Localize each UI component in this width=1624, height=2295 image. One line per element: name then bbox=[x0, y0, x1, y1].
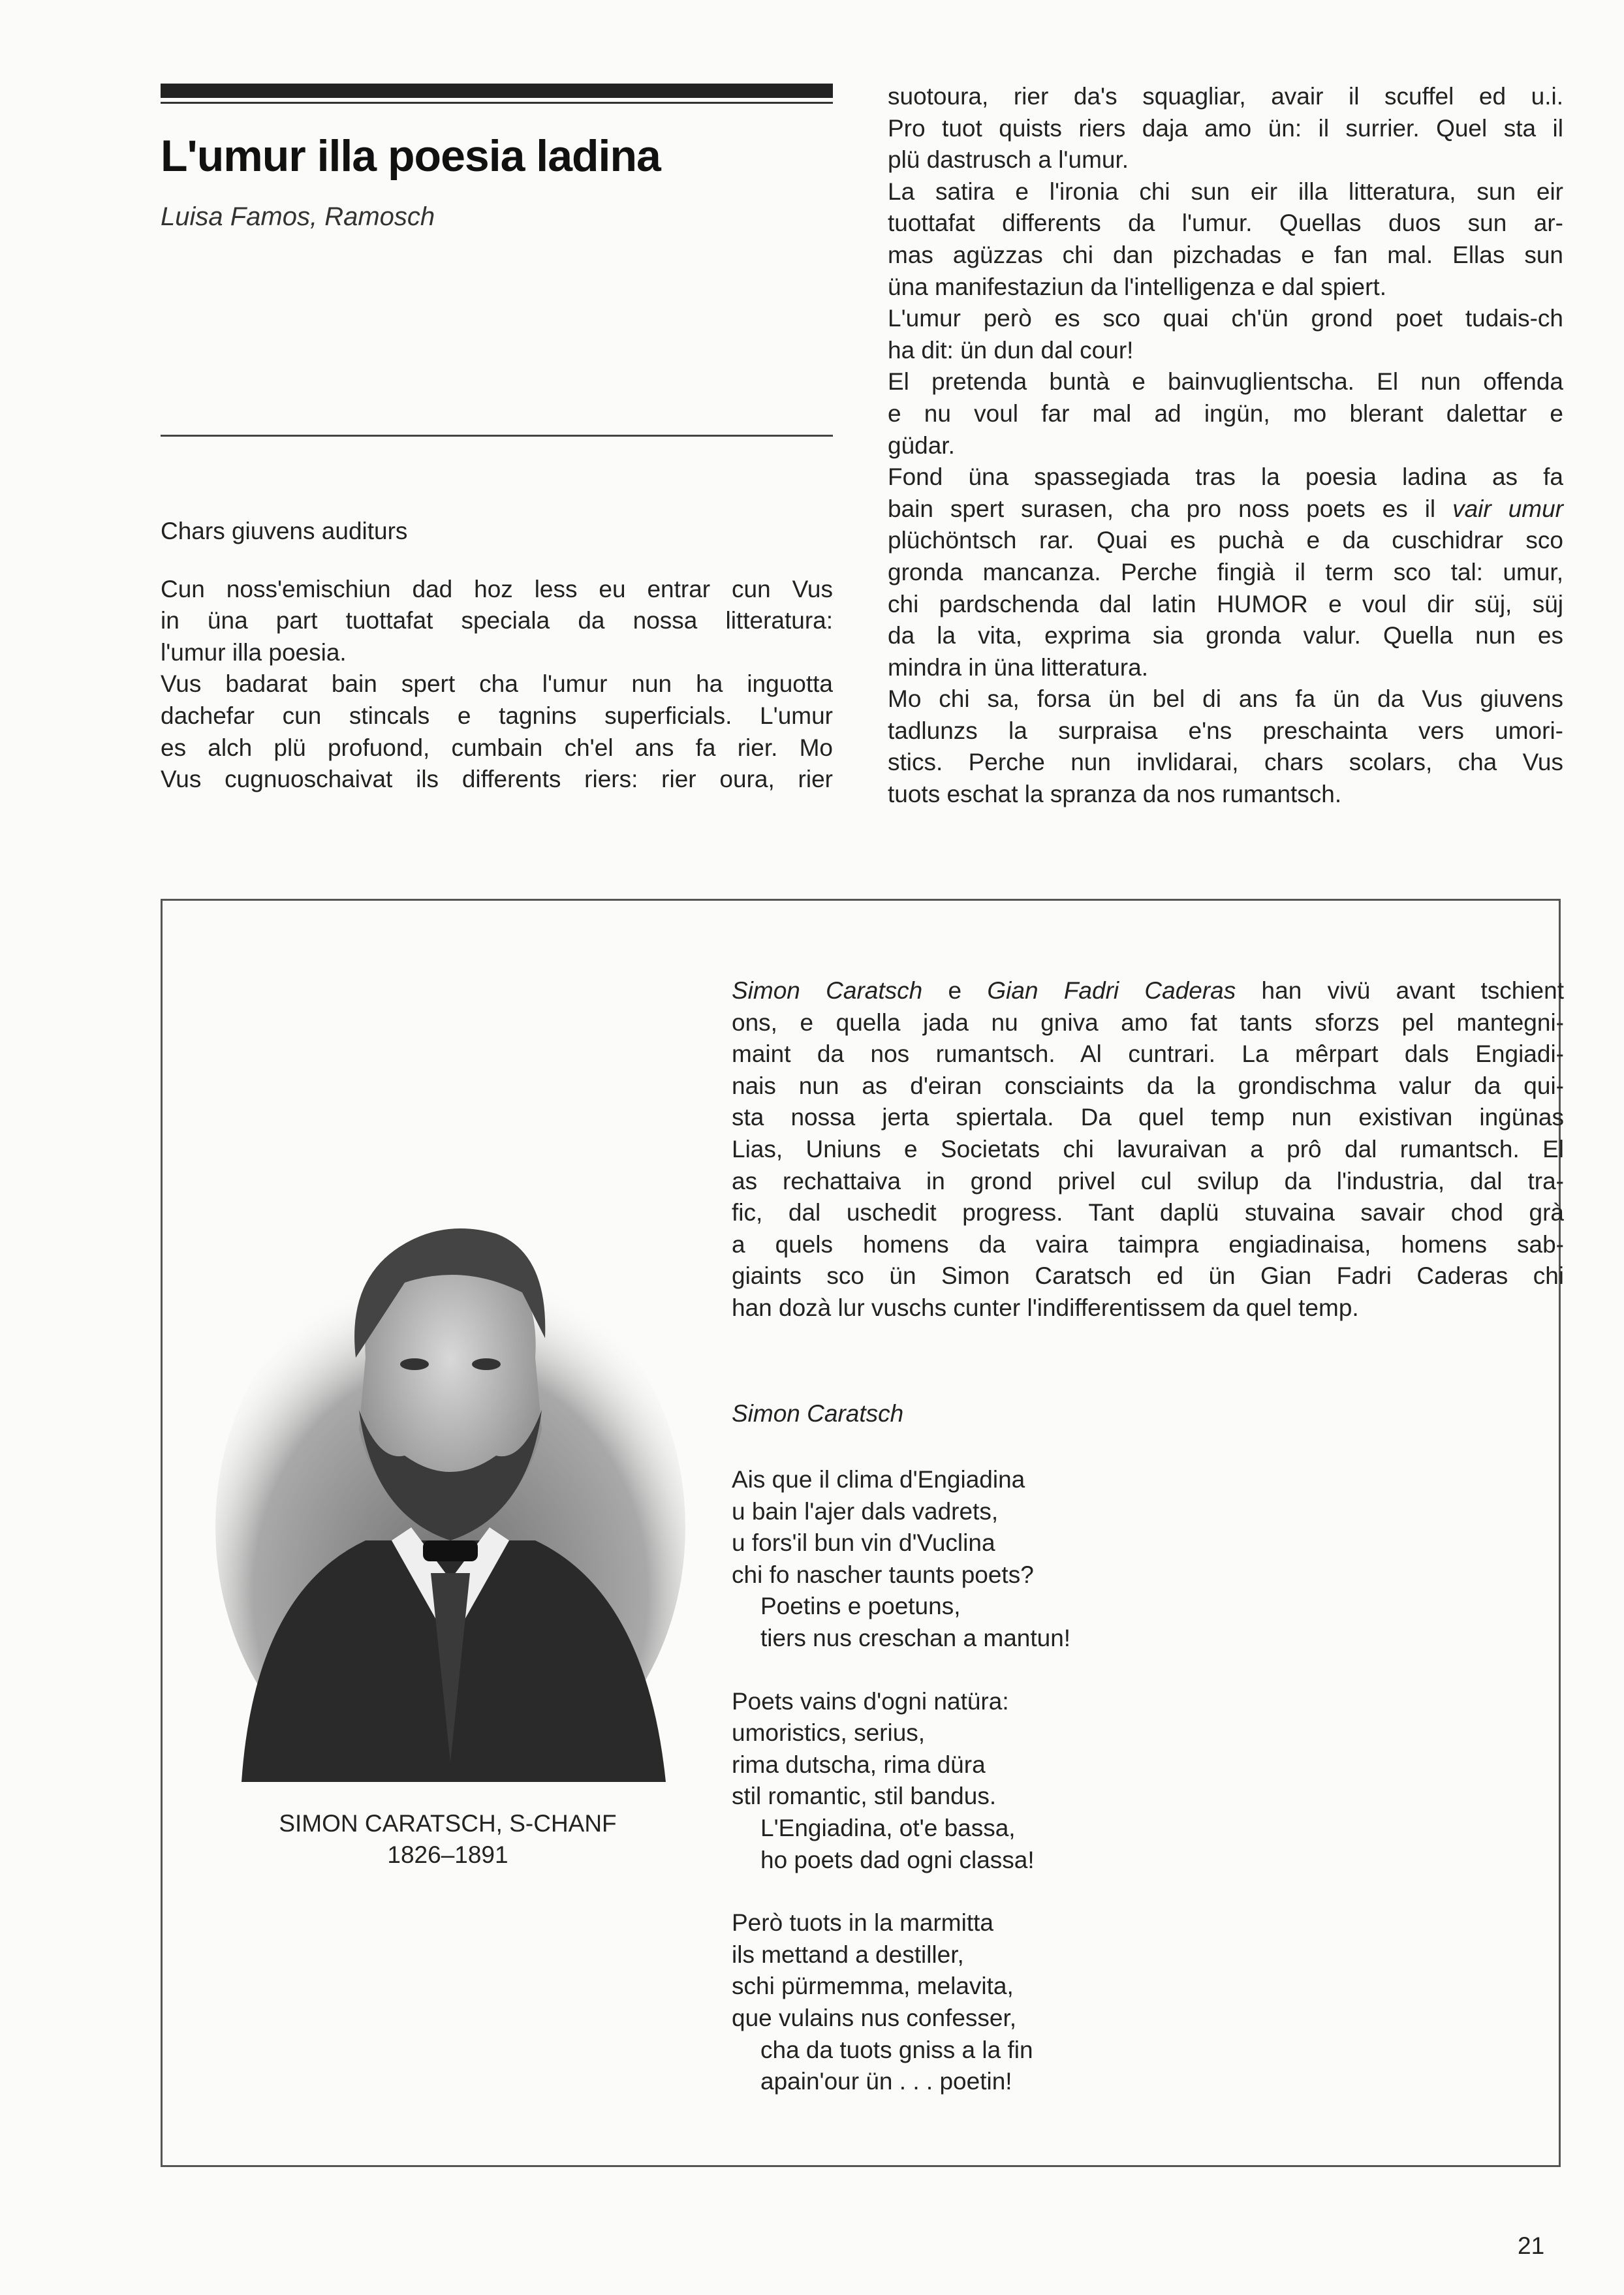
text-line: mas agüzzas chi dan pizchadas e fan mal. Ellas sun bbox=[888, 241, 1563, 268]
text-line: güdar. bbox=[888, 431, 955, 459]
text-line: fic, dal uschedit progress. Tant daplü stuvaina savair chod grà bbox=[732, 1199, 1564, 1226]
text-line-with-italic bbox=[888, 493, 1563, 525]
text-line: as rechattaiva in grond privel cul svilup da l'industria, dal tra- bbox=[732, 1167, 1564, 1194]
text-line bbox=[732, 975, 1564, 1007]
page-number: 21 bbox=[1518, 2232, 1545, 2259]
poem-line: u bain l'ajer dals vadrets, bbox=[732, 1497, 999, 1525]
poem-line: cha da tuots gniss a la fin bbox=[760, 2036, 1033, 2063]
text-line: L'umur però es sco quai ch'ün grond poet tudais-ch bbox=[888, 305, 1563, 332]
poem-line: tiers nus creschan a mantun! bbox=[760, 1624, 1071, 1651]
text-line: chi pardschenda dal latin HUMOR e voul dir süj, süj bbox=[888, 590, 1563, 617]
poem-line: ho poets dad ogni classa! bbox=[760, 1846, 1035, 1873]
text-line: Vus badarat bain spert cha l'umur nun ha inguotta bbox=[161, 670, 833, 698]
text-line: suotoura, rier da's squagliar, avair il scuffel ed u.i. bbox=[888, 83, 1563, 110]
article-title: L'umur illa poesia ladina bbox=[161, 131, 661, 181]
header-rule bbox=[161, 102, 833, 104]
right-column bbox=[888, 81, 1563, 811]
person-name: Simon Caratsch bbox=[732, 977, 923, 1004]
portrait-photo bbox=[215, 1123, 685, 1782]
text-line: Vus cugnuoschaivat ils differents riers: rier oura, rier bbox=[161, 766, 833, 793]
text-line: tuots eschat la spranza da nos rumantsch. bbox=[888, 781, 1342, 808]
header-bar bbox=[161, 84, 833, 98]
poem-line: stil romantic, stil bandus. bbox=[732, 1783, 997, 1810]
text-line: a quels homens da vaira taimpra engiadinaisa, homens sab- bbox=[732, 1230, 1564, 1258]
caption-years: 1826–1891 bbox=[387, 1841, 508, 1868]
text-line: üna manifestaziun da l'intelligenza e dal spiert. bbox=[888, 273, 1386, 300]
poem-line: umoristics, serius, bbox=[732, 1719, 926, 1747]
text-line: e nu voul far mal ad ingün, mo blerant dalettar e bbox=[888, 399, 1563, 427]
text-fragment: han vivü avant tschient bbox=[1236, 977, 1564, 1004]
text-line: dachefar cun stincals e tagnins superficials. L'umur bbox=[161, 702, 833, 729]
text-line: plü dastrusch a l'umur. bbox=[888, 146, 1129, 174]
text-line: in üna part tuottafat speciala da nossa litteratura: bbox=[161, 607, 833, 634]
text-fragment: e bbox=[922, 977, 988, 1004]
text-line: Mo chi sa, forsa ün bel di ans fa ün da Vus giuvens bbox=[888, 685, 1563, 713]
section-divider bbox=[161, 435, 833, 437]
text-line: plüchöntsch rar. Quai es puchà e da cuschidrar sco bbox=[888, 527, 1563, 554]
salutation: Chars giuvens auditurs bbox=[161, 518, 408, 544]
text-line: da la vita, exprima sia gronda valur. Quella nun es bbox=[888, 622, 1563, 649]
poem-title: Simon Caratsch bbox=[732, 1400, 904, 1427]
poem-line: L'Engiadina, ot'e bassa, bbox=[760, 1814, 1016, 1841]
text-line: stics. Perche nun invlidarai, chars scolars, cha Vus bbox=[888, 749, 1563, 776]
poem-line: ils mettand a destiller, bbox=[732, 1941, 964, 1968]
text-line: ha dit: ün dun dal cour! bbox=[888, 336, 1134, 364]
text-line: Fond üna spassegiada tras la poesia ladina as fa bbox=[888, 463, 1563, 491]
text-line: es alch plü profuond, cumbain ch'el ans fa rier. Mo bbox=[161, 734, 833, 761]
portrait-caption bbox=[226, 1808, 670, 1871]
text-line: han dozà lur vuschs cunter l'indifferentissem da quel temp. bbox=[732, 1294, 1359, 1321]
person-name: Gian Fadri Caderas bbox=[987, 977, 1236, 1004]
poem-line: chi fo nascher taunts poets? bbox=[732, 1561, 1034, 1588]
text-line: El pretenda buntà e bainvuglientscha. El nun offenda bbox=[888, 368, 1563, 396]
text-line: l'umur illa poesia. bbox=[161, 638, 347, 666]
text-line: tuottafat differents da l'umur. Quellas duos sun ar- bbox=[888, 210, 1563, 237]
intro-paragraph bbox=[732, 975, 1564, 1324]
poem-line: Ais que il clima d'Engiadina bbox=[732, 1466, 1025, 1493]
poem-line: rima dutscha, rima düra bbox=[732, 1751, 986, 1778]
text-line: ons, e quella jada nu gniva amo fat tants sforzs pel mantegni- bbox=[732, 1008, 1564, 1036]
left-column bbox=[161, 516, 833, 796]
poem-line: Poetins e poetuns, bbox=[760, 1593, 961, 1620]
italic-term: vair umur bbox=[1452, 495, 1563, 522]
text-line: Lias, Uniuns e Societats chi lavuraivan a prô dal rumantsch. El bbox=[732, 1135, 1564, 1163]
text-line: Pro tuot quists riers daja amo ün: il surrier. Quel sta il bbox=[888, 114, 1563, 142]
poem bbox=[732, 1464, 1189, 2098]
text-line: mindra in üna litteratura. bbox=[888, 653, 1148, 681]
text-line: La satira e l'ironia chi sun eir illa litteratura, sun eir bbox=[888, 178, 1563, 205]
text-line: gronda mancanza. Perche fingià il term sco tal: umur, bbox=[888, 558, 1563, 585]
caption-name: SIMON CARATSCH, S-CHANF bbox=[279, 1810, 617, 1837]
text-line: Cun noss'emischiun dad hoz less eu entrar cun Vus bbox=[161, 575, 833, 602]
poem-line: schi pürmemma, melavita, bbox=[732, 1973, 1014, 2000]
text-line: tadlunzs la surpraisa e'ns preschainta vers umori- bbox=[888, 717, 1563, 744]
article-author: Luisa Famos, Ramosch bbox=[161, 202, 435, 231]
poem-line: que vulains nus confesser, bbox=[732, 2004, 1017, 2031]
text-line: giaints sco ün Simon Caratsch ed ün Gian Fadri Caderas chi bbox=[732, 1262, 1564, 1290]
text-line: maint da nos rumantsch. Al cuntrari. La mêrpart dals Engiadi- bbox=[732, 1040, 1564, 1068]
text-fragment: bain spert surasen, cha pro noss poets es il bbox=[888, 495, 1453, 522]
poem-line: Poets vains d'ogni natüra: bbox=[732, 1687, 1009, 1715]
poem-line: u fors'il bun vin d'Vuclina bbox=[732, 1529, 995, 1557]
text-line: sta nossa jerta spiertala. Da quel temp nun existivan ingünas bbox=[732, 1104, 1564, 1131]
text-line: nais nun as d'eiran consciaints da la grondischma valur da qui- bbox=[732, 1072, 1564, 1099]
poem-line: apain'our ün . . . poetin! bbox=[760, 2068, 1012, 2095]
poem-line: Però tuots in la marmitta bbox=[732, 1909, 993, 1937]
